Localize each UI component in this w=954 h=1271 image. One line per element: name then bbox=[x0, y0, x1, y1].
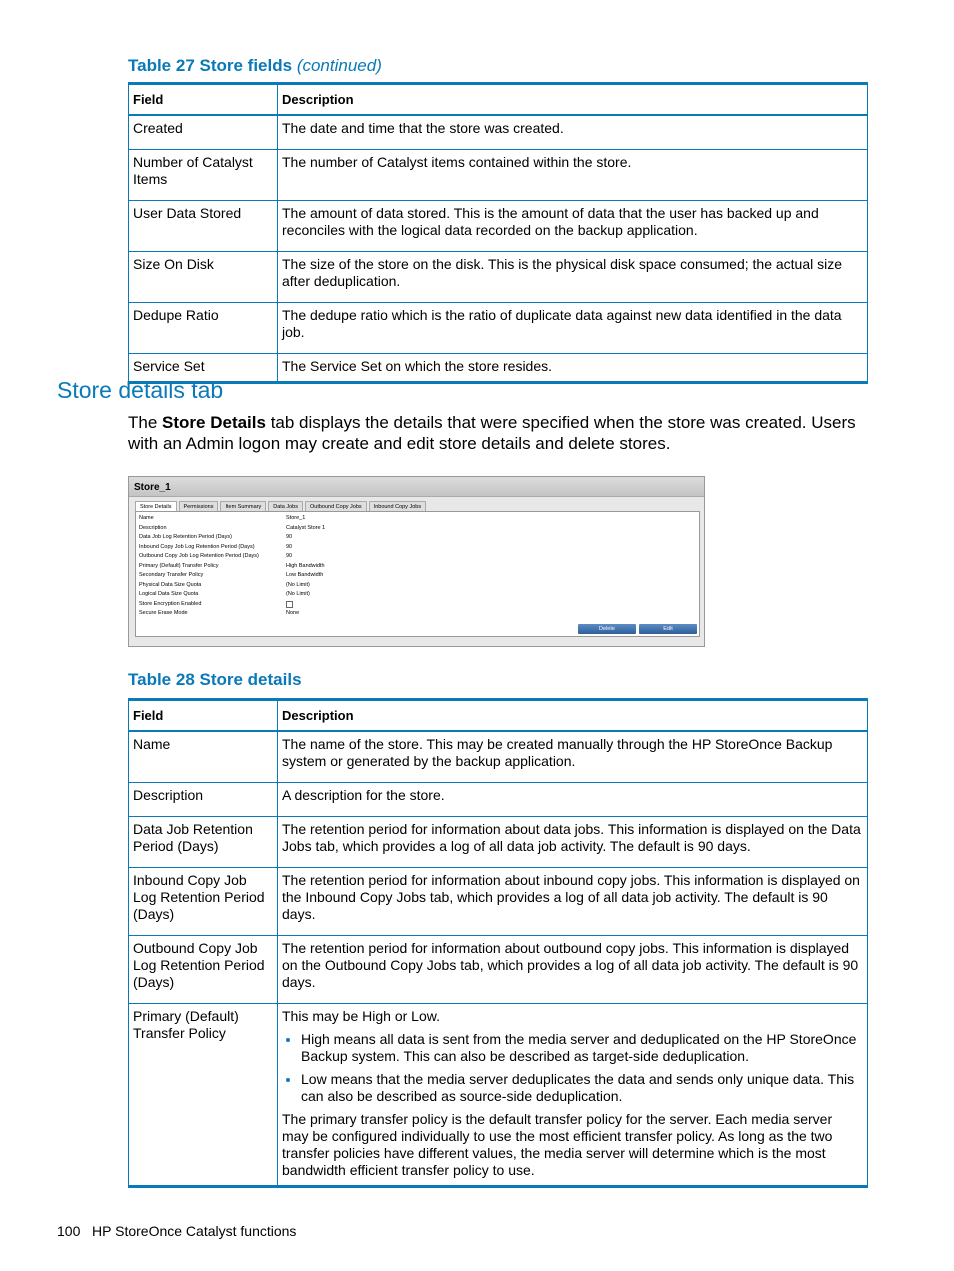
description-cell: The number of Catalyst items contained within the store. bbox=[278, 150, 868, 201]
table-row bbox=[129, 1004, 868, 1187]
detail-value: Store_1 bbox=[286, 515, 306, 521]
table-header-row bbox=[129, 700, 868, 732]
description-cell: The name of the store. This may be created manually through the HP StoreOnce Backup system or generated by the backup application. bbox=[278, 731, 868, 783]
store-fields-table bbox=[128, 82, 868, 384]
detail-row bbox=[139, 601, 201, 607]
description-header: Description bbox=[278, 700, 868, 732]
description-header: Description bbox=[278, 84, 868, 116]
detail-value: None bbox=[286, 610, 300, 616]
description-cell: A description for the store. bbox=[278, 783, 868, 817]
table-row bbox=[129, 201, 868, 252]
field-cell: Created bbox=[129, 115, 278, 150]
list-item: • Low means that the media server deduplicates the data and sends only unique data. This can also be described as source-side deduplication. bbox=[301, 1071, 862, 1105]
tab-item-summary[interactable]: Item Summary bbox=[220, 501, 266, 512]
tab-inbound-copy-jobs[interactable]: Inbound Copy Jobs bbox=[369, 501, 426, 512]
detail-row bbox=[139, 553, 293, 559]
intro-text-bold: Store Details bbox=[162, 413, 266, 432]
table-row bbox=[129, 150, 868, 201]
edit-button[interactable]: Edit bbox=[639, 624, 697, 634]
detail-row bbox=[139, 562, 325, 569]
detail-row bbox=[139, 572, 324, 578]
page-number: 100 bbox=[57, 1223, 81, 1239]
table-27-caption bbox=[128, 56, 382, 76]
description-cell: The retention period for information about outbound copy jobs. This information is displayed on the Outbound Copy Jobs tab, which provides a log of all data job activity. The default is 90 days. bbox=[278, 936, 868, 1004]
encryption-checkbox[interactable] bbox=[286, 601, 293, 608]
tab-permissions[interactable]: Permissions bbox=[179, 501, 219, 512]
detail-row bbox=[139, 524, 326, 531]
detail-value: 90 bbox=[286, 534, 293, 540]
field-cell: Name bbox=[129, 731, 278, 783]
delete-button[interactable]: Delete bbox=[578, 624, 636, 634]
detail-value: 90 bbox=[286, 543, 293, 550]
policy-outro: The primary transfer policy is the default transfer policy for the server. Each media server may be configured individually to use the most efficient transfer policy. As long as the two transfer policies have different values, the media server will determine which is the most bandwidth efficient transfer policy to use. bbox=[282, 1111, 833, 1178]
table-row bbox=[129, 783, 868, 817]
field-header: Field bbox=[129, 700, 278, 732]
field-cell: Size On Disk bbox=[129, 252, 278, 303]
list-item: • High means all data is sent from the media server and deduplicated on the HP StoreOnce Backup system. This can also be described as target-side deduplication. bbox=[301, 1031, 862, 1065]
store-details-screenshot bbox=[128, 476, 705, 647]
description-cell: The size of the store on the disk. This is the physical disk space consumed; the actual size after deduplication. bbox=[278, 252, 868, 303]
table-28-caption: Table 28 Store details bbox=[128, 670, 302, 689]
section-heading: Store details tab bbox=[57, 377, 224, 403]
detail-label: Secondary Transfer Policy bbox=[139, 572, 204, 578]
field-cell: Primary (Default) Transfer Policy bbox=[129, 1004, 278, 1187]
policy-intro: This may be High or Low. bbox=[282, 1008, 440, 1024]
detail-row bbox=[139, 515, 306, 521]
table-row bbox=[129, 303, 868, 354]
detail-value: High Bandwidth bbox=[286, 562, 325, 569]
store-details-panel bbox=[135, 511, 700, 637]
detail-value: (No Limit) bbox=[286, 591, 310, 597]
tab-data-jobs[interactable]: Data Jobs bbox=[268, 501, 303, 512]
field-cell: Number of Catalyst Items bbox=[129, 150, 278, 201]
table-row bbox=[129, 936, 868, 1004]
description-cell bbox=[278, 1004, 868, 1187]
section-intro bbox=[128, 412, 868, 454]
detail-row bbox=[139, 534, 293, 540]
field-cell: Service Set bbox=[129, 354, 278, 383]
table-row bbox=[129, 115, 868, 150]
detail-label: Data Job Log Retention Period (Days) bbox=[139, 534, 232, 540]
policy-list bbox=[282, 1031, 862, 1105]
detail-row bbox=[139, 610, 300, 616]
table-row bbox=[129, 817, 868, 868]
intro-text-post: tab displays the details that were specified when the store was created. Users with an Admin logon may create and edit store details and delete stores. bbox=[128, 413, 856, 453]
store-title: Store_1 bbox=[129, 477, 704, 497]
tab-outbound-copy-jobs[interactable]: Outbound Copy Jobs bbox=[305, 501, 367, 512]
page-footer bbox=[57, 1223, 296, 1239]
detail-row bbox=[139, 543, 293, 550]
detail-value: (No Limit) bbox=[286, 581, 310, 588]
detail-row bbox=[139, 591, 310, 597]
table-27-caption-text: Table 27 Store fields bbox=[128, 56, 293, 75]
store-details-table bbox=[128, 698, 868, 1188]
table-header-row bbox=[129, 84, 868, 116]
description-cell: The retention period for information about inbound copy jobs. This information is displayed on the Inbound Copy Jobs tab, which provides a log of all data job activity. The default is 90 days. bbox=[278, 868, 868, 936]
table-27-caption-continued: (continued) bbox=[296, 56, 382, 75]
field-cell: Inbound Copy Job Log Retention Period (Days) bbox=[129, 868, 278, 936]
detail-label: Primary (Default) Transfer Policy bbox=[139, 562, 219, 569]
field-cell: Dedupe Ratio bbox=[129, 303, 278, 354]
field-cell: User Data Stored bbox=[129, 201, 278, 252]
detail-value: 90 bbox=[286, 553, 293, 559]
detail-label: Description bbox=[139, 524, 167, 531]
description-cell: The amount of data stored. This is the amount of data that the user has backed up and reconciles with the logical data recorded on the backup application. bbox=[278, 201, 868, 252]
detail-row bbox=[139, 581, 310, 588]
chapter-title: HP StoreOnce Catalyst functions bbox=[92, 1223, 297, 1239]
detail-value: Catalyst Store 1 bbox=[286, 524, 326, 531]
description-cell: The retention period for information about data jobs. This information is displayed on the Data Jobs tab, which provides a log of all data job activity. The default is 90 days. bbox=[278, 817, 868, 868]
detail-label: Inbound Copy Job Log Retention Period (Days) bbox=[139, 543, 255, 550]
detail-label: Secure Erase Mode bbox=[139, 610, 188, 616]
detail-value: Low Bandwidth bbox=[286, 572, 324, 578]
field-cell: Data Job Retention Period (Days) bbox=[129, 817, 278, 868]
field-cell: Outbound Copy Job Log Retention Period (Days) bbox=[129, 936, 278, 1004]
table-row bbox=[129, 731, 868, 783]
detail-label: Physical Data Size Quota bbox=[139, 581, 202, 588]
intro-text-pre: The bbox=[128, 413, 163, 432]
detail-label: Name bbox=[139, 515, 154, 521]
field-header: Field bbox=[129, 84, 278, 116]
description-cell: The Service Set on which the store resides. bbox=[278, 354, 868, 383]
encryption-checkbox-wrap bbox=[286, 601, 293, 610]
detail-label: Outbound Copy Job Log Retention Period (Days) bbox=[139, 553, 259, 559]
detail-label: Store Encryption Enabled bbox=[139, 600, 202, 607]
detail-label: Logical Data Size Quota bbox=[139, 591, 199, 597]
table-row bbox=[129, 252, 868, 303]
field-cell: Description bbox=[129, 783, 278, 817]
description-cell: The dedupe ratio which is the ratio of duplicate data against new data identified in the data job. bbox=[278, 303, 868, 354]
tab-store-details[interactable]: Store Details bbox=[135, 501, 177, 512]
table-row bbox=[129, 868, 868, 936]
description-cell: The date and time that the store was created. bbox=[278, 115, 868, 150]
table-row bbox=[129, 354, 868, 383]
